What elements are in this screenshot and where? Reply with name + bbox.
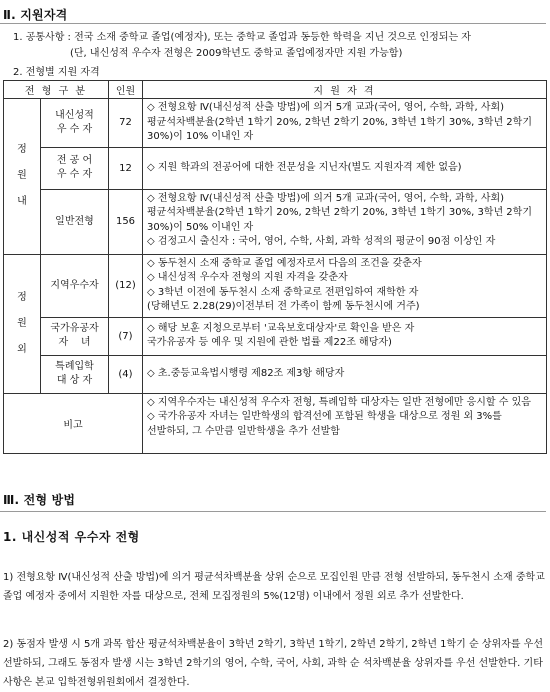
type-name: 지역우수자 [41, 254, 109, 317]
section3-subtitle: 1. 내신성적 우수자 전형 [3, 530, 140, 544]
common-requirement-note: (단, 내신성적 우수자 전형은 2009학년도 중학교 졸업예정자만 지원 가능함) [70, 48, 403, 59]
remark-label: 비고 [4, 393, 143, 453]
type-name: 특례입학 대 상 자 [41, 355, 109, 393]
common-requirement: 1. 공통사항 : 전국 소재 중학교 졸업(예정자), 또는 중학교 졸업과 동등한 학력을 지닌 것으로 인정되는 자 [13, 32, 471, 43]
type-name: 국가유공자 자 녀 [41, 317, 109, 355]
table-row [4, 355, 547, 393]
remark-text: ◇ 지역우수자는 내신성적 우수자 전형, 특례입학 대상자는 일반 전형에만 응시할 수 있음 ◇ 국가유공자 자녀는 일반학생의 합격선에 포함된 학생을 대상으로 정원 외 3%를 선발하되, 그 수만큼 일반학생을 추가 선발함 [143, 393, 547, 453]
section2-divider [0, 23, 546, 24]
section3-title: Ⅲ. 전형 방법 [3, 493, 76, 507]
type-count: 156 [109, 189, 143, 254]
header-qualification: 지 원 자 격 [143, 81, 547, 99]
type-qualification: ◇ 초.중등교육법시행령 제82조 제3항 해당자 [143, 355, 547, 393]
type-qualification: ◇ 전형요항 Ⅳ(내신성적 산출 방법)에 의거 5개 교과(국어, 영어, 수학, 과학, 사회) 평균석차백분율(2학년 1학기 20%, 2학년 2학기 20%, 3학년 1학기 30%, 3학년 2학기 30%)이 10% 이내인 자 [143, 99, 547, 148]
type-qualification: ◇ 해당 보훈 지청으로부터 '교육보호대상자'로 확인을 받은 자 국가유공자 등 예우 및 지원에 관한 법률 제22조 해당자) [143, 317, 547, 355]
type-count: 72 [109, 99, 143, 148]
table-row [4, 147, 547, 189]
header-quota: 인원 [109, 81, 143, 99]
type-count: 12 [109, 147, 143, 189]
method-paragraph-2: 2) 동점자 발생 시 5개 과목 합산 평균석차백분율이 3학년 2학기, 3학년 1학기, 2학년 2학기, 2학년 1학기 순 상위자를 우선 선발하되, 그래도 동점자 발생 시는 3학년 2학기의 영어, 수학, 국어, 사회, 과학 순 석차백분율 상위자를 우선 선발한다. 기타 사항은 본교 입학전형위원회에서 결정한다. [3, 639, 543, 688]
type-name: 전 공 어 우 수 자 [41, 147, 109, 189]
table-row [4, 99, 547, 148]
type-count: (4) [109, 355, 143, 393]
remark-row [4, 393, 547, 453]
table-row [4, 254, 547, 317]
group-label-outside-quota: 정 원 외 [4, 254, 41, 393]
type-name: 내신성적 우 수 자 [41, 99, 109, 148]
type-qualification: ◇ 지원 학과의 전공어에 대한 전문성을 지닌자(별도 지원자격 제한 없음) [143, 147, 547, 189]
by-type-heading: 2. 전형별 지원 자격 [13, 67, 100, 78]
eligibility-table [3, 80, 547, 454]
table-header-row [4, 81, 547, 99]
type-qualification: ◇ 전형요항 Ⅳ(내신성적 산출 방법)에 의거 5개 교과(국어, 영어, 수학, 과학, 사회) 평균석차백분율(2학년 1학기 20%, 2학년 2학기 20%, 3학년 1학기 30%, 3학년 2학기 30%)이 50% 이내인 자 ◇ 검정고시 출신자 : 국어, 영어, 수학, 사회, 과학 성적의 평균이 90점 이상인 자 [143, 189, 547, 254]
section2-title: Ⅱ. 지원자격 [3, 8, 68, 22]
table-row [4, 189, 547, 254]
table-row [4, 317, 547, 355]
type-qualification: ◇ 동두천시 소재 중학교 졸업 예정자로서 다음의 조건을 갖춘자 ◇ 내신성적 우수자 전형의 지원 자격을 갖춘자 ◇ 3학년 이전에 동두천시 소재 중학교로 전편입하여 재학한 자 (당해년도 2.28(29)이전부터 전 가족이 함께 동두천시에 거주) [143, 254, 547, 317]
section3-divider [0, 511, 546, 512]
type-count: (12) [109, 254, 143, 317]
group-label-inside-quota: 정 원 내 [4, 99, 41, 255]
method-paragraph-1: 1) 전형요항 Ⅳ(내신성적 산출 방법)에 의거 평균석차백분율 상위 순으로 모집인원 만큼 전형 선발하되, 동두천시 소재 중학교 졸업 예정자 중에서 지원한 자를 대상으로, 전체 모집정원의 5%(12명) 이내에서 정원 외로 추가 선발한다. [3, 572, 545, 602]
header-type: 전 형 구 분 [4, 81, 109, 99]
type-count: (7) [109, 317, 143, 355]
type-name: 일반전형 [41, 189, 109, 254]
